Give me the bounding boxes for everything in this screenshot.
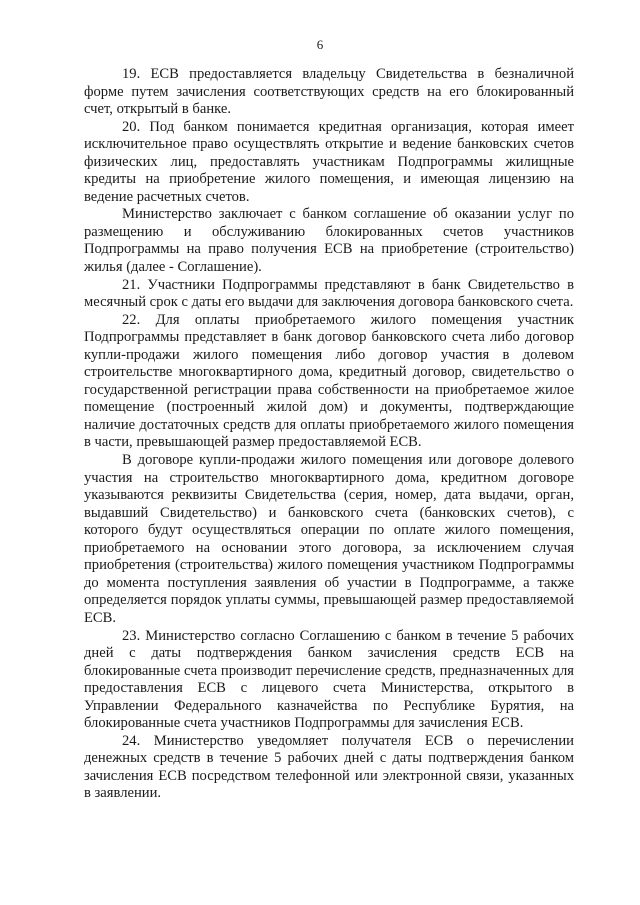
paragraph-21: 21. Участники Подпрограммы представляют в банк Свидетельство в месячный срок с даты его выдачи для заключения договора банковского счета. bbox=[84, 276, 574, 311]
paragraph-20: 20. Под банком понимается кредитная организация, которая имеет исключительное право осуществлять открытие и ведение банковских счетов физических лиц, предоставлять участникам Подпрограммы жилищные кредиты на приобретение жилого помещения, и имеющая лицензию на ведение расчетных счетов. bbox=[84, 118, 574, 205]
paragraph-19: 19. ЕСВ предоставляется владельцу Свидетельства в безналичной форме путем зачисления соответствующих средств на его блокированный счет, открытый в банке. bbox=[84, 66, 574, 118]
document-body bbox=[84, 66, 574, 803]
paragraph-24: 24. Министерство уведомляет получателя ЕСВ о перечислении денежных средств в течение 5 рабочих дней с даты подтверждения банком зачисления ЕСВ посредством телефонной или электронной связи, указанных в заявлении. bbox=[84, 732, 574, 802]
paragraph-22: 22. Для оплаты приобретаемого жилого помещения участник Подпрограммы представляет в банк договор банковского счета либо договор купли-продажи жилого помещения либо договор участия в долевом строительстве многоквартирного дома, кредитный договор, свидетельство о государственной регистрации права собственности на приобретаемое жилое помещение (построенный жилой дом) и документы, подтверждающие наличие достаточных средств для оплаты приобретаемого жилого помещения в части, превышающей размер предоставляемой ЕСВ. bbox=[84, 311, 574, 451]
page-number: 6 bbox=[316, 37, 324, 52]
paragraph-agreement: Министерство заключает с банком соглашение об оказании услуг по размещению и обслуживанию блокированных счетов участников Подпрограммы на право получения ЕСВ на приобретение (строительство) жилья (далее - Соглашение). bbox=[84, 206, 574, 276]
paragraph-contract-details: В договоре купли-продажи жилого помещения или договоре долевого участия на строительство многоквартирного дома, кредитном договоре указываются реквизиты Свидетельства (серия, номер, дата выдачи, орган, выдавший Свидетельство) и банковского счета (банковских счетов), с которого будут осуществляться операции по оплате жилого помещения, приобретаемого на основании этого договора, за исключением случая приобретения (строительства) жилого помещения участником Подпрограммы до момента поступления заявления об участии в Подпрограмме, а также определяется порядок уплаты суммы, превышающей размер предоставляемой ЕСВ. bbox=[84, 452, 574, 626]
paragraph-23: 23. Министерство согласно Соглашению с банком в течение 5 рабочих дней с даты подтверждения банком зачисления средств ЕСВ на блокированные счета производит перечисление средств, предназначенных для предоставления ЕСВ с лицевого счета Министерства, открытого в Управлении Федерального казначейства по Республике Бурятия, на блокированные счета участников Подпрограммы для зачисления ЕСВ. bbox=[84, 627, 574, 732]
